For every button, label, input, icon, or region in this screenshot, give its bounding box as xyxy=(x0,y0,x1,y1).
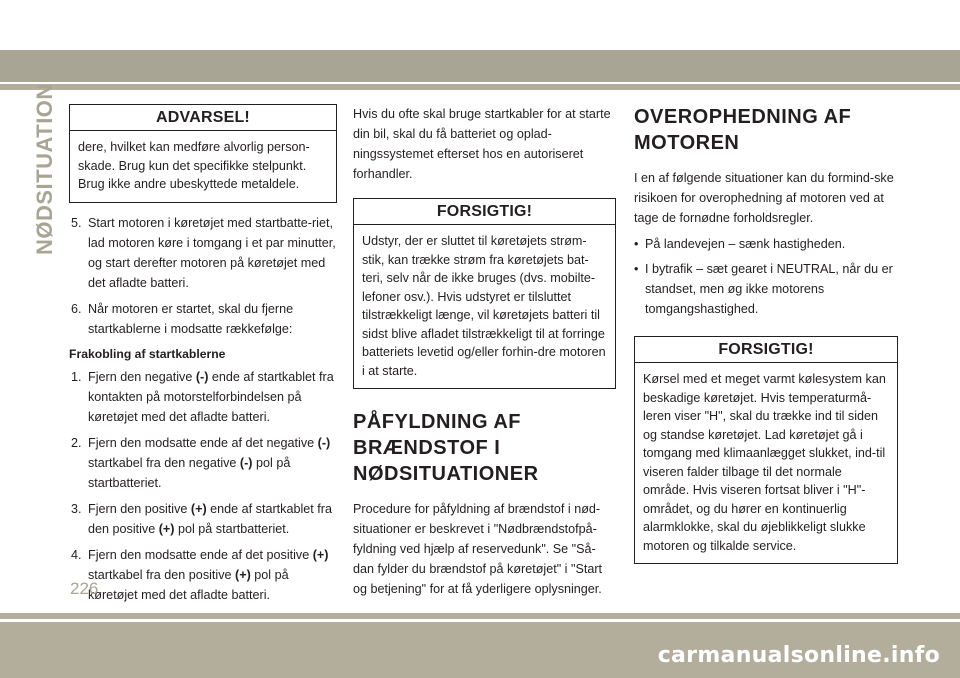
bullet-text: I bytrafik – sæt gearet i NEUTRAL, når du er standset, men øg ikke motorens tomgangshastighed. xyxy=(645,262,893,316)
warning-box xyxy=(69,104,337,203)
disconnect-step-4 xyxy=(69,545,337,605)
watermark-text: carmanualsonline.info xyxy=(657,643,940,668)
warning-title: ADVARSEL! xyxy=(70,105,336,131)
step-number: 1. xyxy=(71,369,82,384)
header-rule xyxy=(0,84,960,90)
negative-symbol: (-) xyxy=(239,455,253,470)
step-text-part: pol på køretøjet med det afladte batteri. xyxy=(88,567,289,602)
negative-symbol: (-) xyxy=(195,369,209,384)
page-number: 226 xyxy=(70,579,99,598)
positive-symbol: (+) xyxy=(312,547,329,562)
step-text: Start motoren i køretøjet med startbatte-riet, lad motoren køre i tomgang i et par minutter, og start derefter motoren på køretøjet med det afladte batteri. xyxy=(88,215,336,290)
refueling-body: Procedure for påfyldning af brændstof i nød-situationer er beskrevet i "Nødbrændstofpå-fyldning ved hjælp af reservedunk". Se "Så-dan fylder du brændstof på køretøjet" i "Start og betjening" for at få yderligere oplysninger. xyxy=(353,502,603,596)
step-text-part: ende af startkablet fra den positive xyxy=(88,501,332,536)
section-side-tab xyxy=(32,83,57,267)
step-text: Når motoren er startet, skal du fjerne startkablerne i modsatte rækkefølge: xyxy=(88,301,294,336)
bullet-dot: • xyxy=(634,262,639,276)
caution-box-power-outlet xyxy=(353,198,616,389)
disconnect-step-2 xyxy=(69,433,337,493)
bullet-dot: • xyxy=(634,237,639,251)
heading-line: BRÆNDSTOF I xyxy=(353,437,501,459)
negative-symbol: (-) xyxy=(317,435,331,450)
step-text-part: startkabel fra den positive xyxy=(88,567,236,582)
footer-rule xyxy=(0,613,960,619)
step-5 xyxy=(69,213,337,293)
jumpstart-advice: Hvis du ofte skal bruge startkabler for at starte din bil, skal du få batteriet og oplad-ningssystemet efterset hos en autoriseret forhandler. xyxy=(353,107,611,181)
positive-symbol: (+) xyxy=(190,501,207,516)
caution-title: FORSIGTIG! xyxy=(354,199,615,225)
step-text-part: pol på startbatteriet. xyxy=(174,521,290,536)
step-text-part: startkabel fra den negative xyxy=(88,455,240,470)
step-text-part: Fjern den modsatte ende af det negative xyxy=(88,435,318,450)
column-1 xyxy=(69,104,337,611)
step-number: 2. xyxy=(71,435,82,450)
bullet-item xyxy=(634,259,898,319)
heading-line: OVEROPHEDNING AF xyxy=(634,106,852,128)
step-number: 6. xyxy=(71,301,82,316)
step-text-part: Fjern den positive xyxy=(88,501,191,516)
step-number: 3. xyxy=(71,501,82,516)
warning-body: dere, hvilket kan medføre alvorlig person-skade. Brug kun det specifikke stelpunkt. Brug ikke andre ubeskyttede metaldele. xyxy=(78,140,310,191)
caution-body: Kørsel med et meget varmt kølesystem kan beskadige køretøjet. Hvis temperaturmå-leren viser "H", skal du trække ind til siden og standse køretøjet. Lad køretøjet gå i tomgang med klimaanlægget slukket, ind-til viseren falder tilbage til det normale område. Hvis viseren fortsat bliver i "H"-området, og du hører en kontinuerlig alarmklokke, skal du øjeblikkeligt slukke motoren og tilkalde service. xyxy=(643,372,886,553)
column-3 xyxy=(634,104,898,564)
step-text-part: Fjern den modsatte ende af det positive xyxy=(88,547,313,562)
heading-line: PÅFYLDNING AF xyxy=(353,411,521,433)
bullet-item xyxy=(634,234,898,254)
bullet-text: På landevejen – sænk hastigheden. xyxy=(645,237,846,251)
disconnect-subheading: Frakobling af startkablerne xyxy=(69,346,226,361)
disconnect-step-3 xyxy=(69,499,337,539)
caution-box-overheating xyxy=(634,336,898,564)
caution-body: Udstyr, der er sluttet til køretøjets strøm-stik, kan trække strøm fra køretøjets bat-teri, selv når de ikke bruges (dvs. mobilte-lefoner osv.). Hvis udstyret er tilsluttet tilstrækkeligt længe, vil køretøjets batteri til sidst blive afladet tilstrækkeligt til at forringe batteriets levetid og/eller forhin-dre motoren i at starte. xyxy=(362,234,606,378)
step-number: 4. xyxy=(71,547,82,562)
section-heading-overheating xyxy=(634,104,898,156)
step-text-part: pol på startbatteriet. xyxy=(88,455,291,490)
step-text-part: Fjern den negative xyxy=(88,369,196,384)
caution-title: FORSIGTIG! xyxy=(635,337,897,363)
heading-line: NØDSITUATIONER xyxy=(353,463,539,485)
overheating-intro: I en af følgende situationer kan du formind-ske risikoen for overophedning af motoren ved at tage de fornødne forholdsregler. xyxy=(634,171,894,225)
positive-symbol: (+) xyxy=(235,567,251,582)
disconnect-step-1 xyxy=(69,367,337,427)
header-band xyxy=(0,0,960,50)
section-heading-refueling xyxy=(353,409,616,487)
column-2 xyxy=(353,104,616,599)
positive-symbol: (+) xyxy=(158,521,175,536)
section-side-tab-label: NØDSITUATION xyxy=(32,83,57,255)
step-text-part: ende af startkablet fra kontakten på motorstelforbindelsen på køretøjet med det afladte batteri. xyxy=(88,369,334,424)
header-tan-strip xyxy=(0,50,960,82)
step-number: 5. xyxy=(71,215,82,230)
step-6 xyxy=(69,299,337,339)
heading-line: MOTOREN xyxy=(634,132,740,154)
